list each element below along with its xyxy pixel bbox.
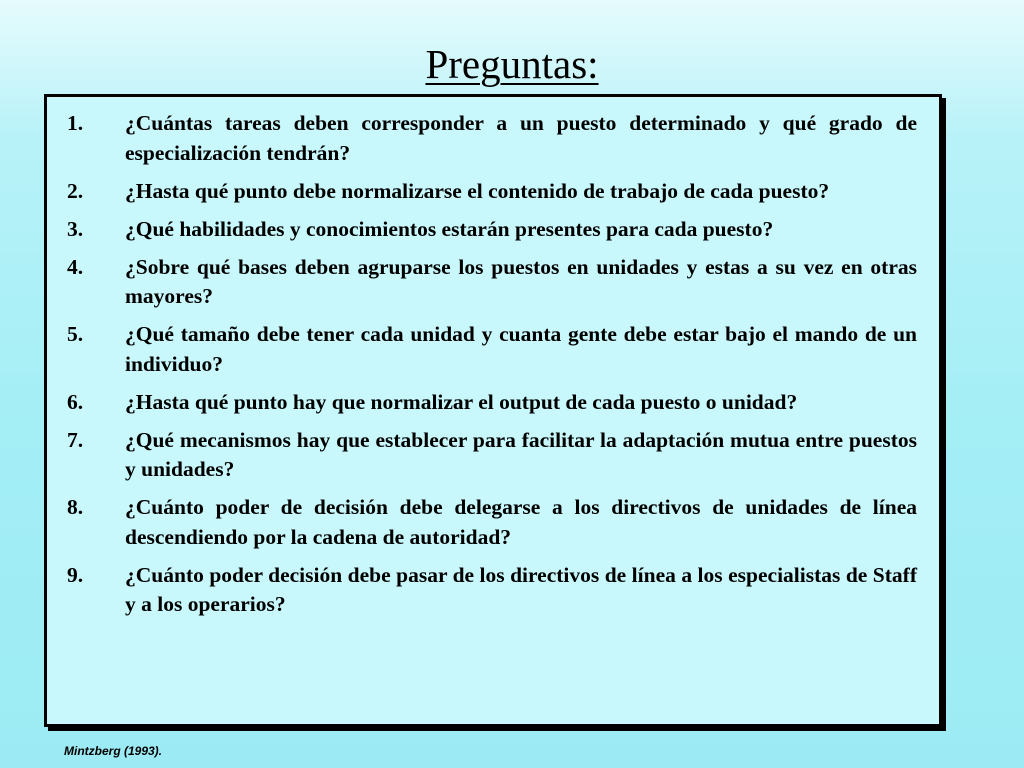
question-box — [44, 94, 942, 727]
question-text: ¿Sobre qué bases deben agruparse los puestos en unidades y estas a su vez en otras mayores? — [125, 254, 917, 308]
question-item — [67, 493, 917, 552]
question-number: 2. — [67, 178, 84, 203]
question-number: 8. — [67, 495, 84, 519]
question-text: ¿Hasta qué punto hay que normalizar el output de cada puesto o unidad? — [125, 389, 798, 414]
citation: Mintzberg (1993). — [64, 744, 163, 758]
question-number: 9. — [67, 562, 84, 587]
question-item — [67, 253, 917, 312]
question-item — [67, 561, 917, 620]
question-number: 4. — [67, 254, 84, 279]
question-item — [67, 177, 917, 207]
question-text: ¿Qué mecanismos hay que establecer para facilitar la adaptación mutua entre puestos y unidades? — [125, 427, 917, 481]
question-list — [67, 109, 917, 620]
question-text: ¿Cuánto poder de decisión debe delegarse a los directivos de unidades de línea descendiendo por la cadena de autoridad? — [125, 495, 917, 549]
question-number: 6. — [67, 389, 84, 414]
question-text: ¿Qué tamaño debe tener cada unidad y cuanta gente debe estar bajo el mando de un individuo? — [125, 322, 917, 376]
question-item — [67, 426, 917, 485]
question-text: ¿Qué habilidades y conocimientos estarán presentes para cada puesto? — [125, 216, 774, 241]
question-item — [67, 320, 917, 379]
question-number: 3. — [67, 216, 84, 241]
question-item — [67, 109, 917, 168]
question-number: 5. — [67, 322, 84, 346]
slide-title: Preguntas: — [425, 41, 599, 87]
question-text: ¿Hasta qué punto debe normalizarse el contenido de trabajo de cada puesto? — [125, 178, 830, 203]
question-item — [67, 215, 917, 245]
question-text: ¿Cuánto poder decisión debe pasar de los directivos de línea a los especialistas de Staff y a los operarios? — [125, 562, 917, 616]
question-text: ¿Cuántas tareas deben corresponder a un puesto determinado y qué grado de especialización tendrán? — [125, 111, 917, 165]
question-item — [67, 388, 917, 418]
question-number: 7. — [67, 427, 84, 452]
question-number: 1. — [67, 111, 84, 135]
